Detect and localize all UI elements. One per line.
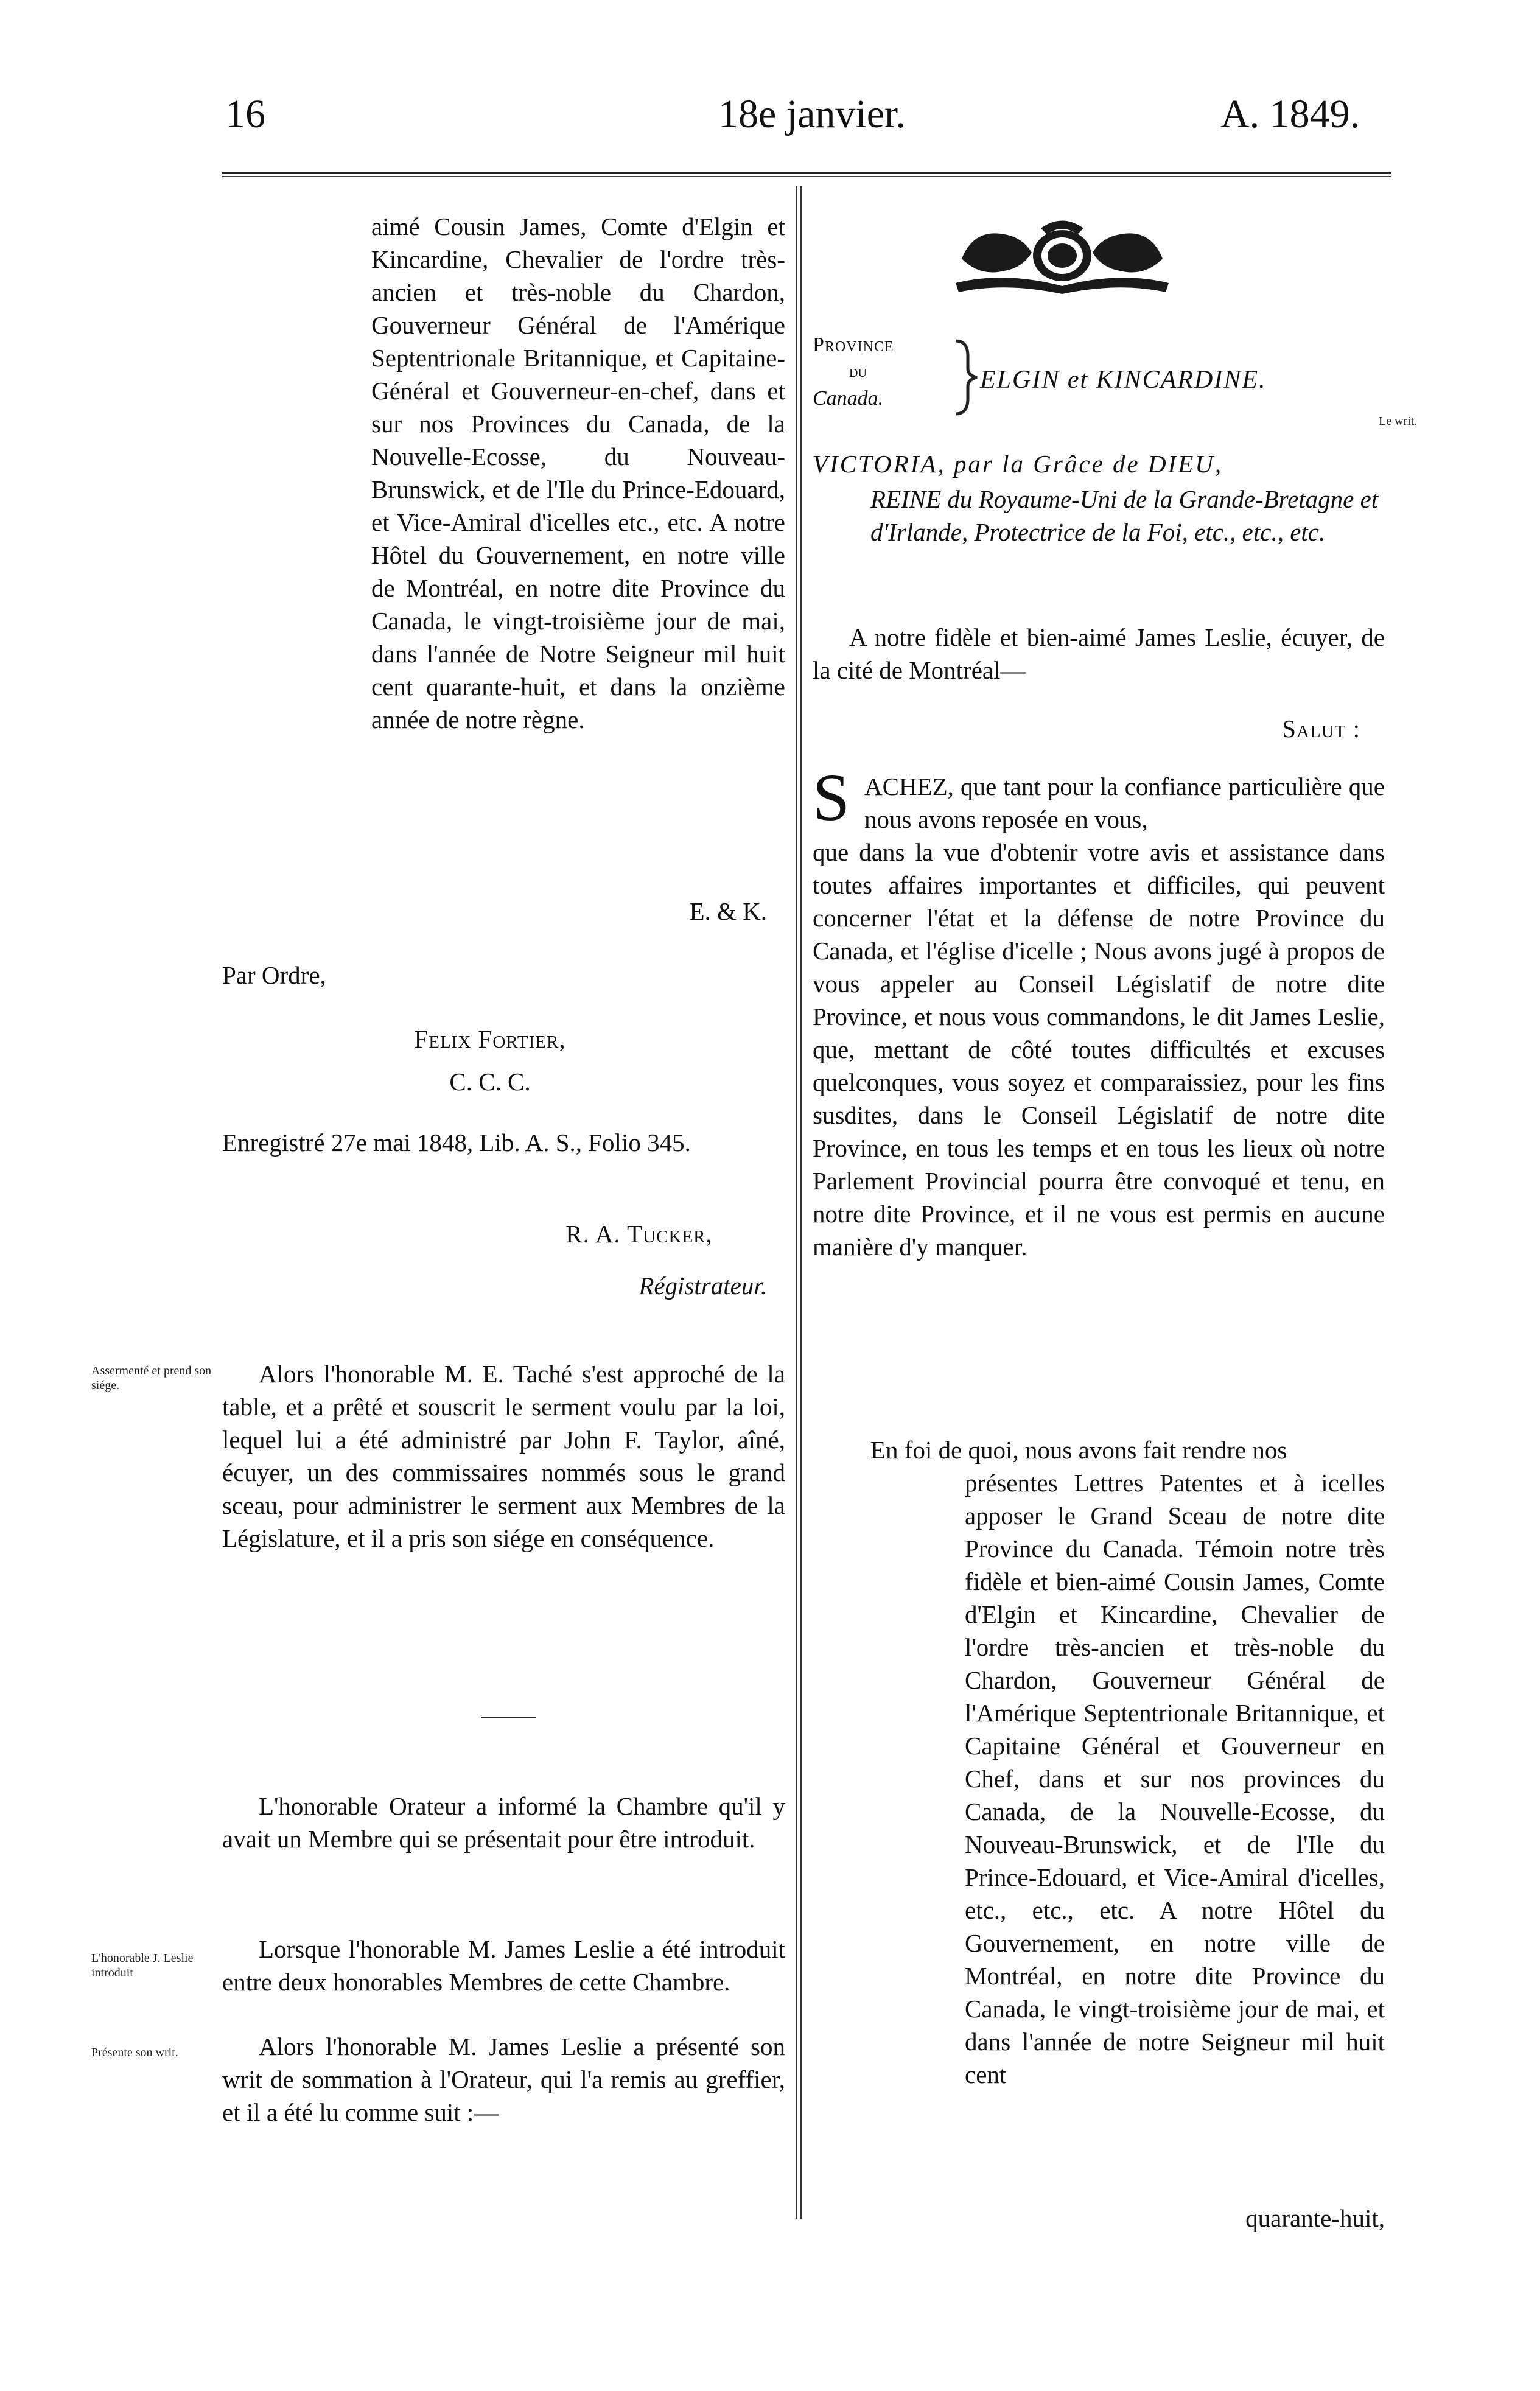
header-rule xyxy=(222,172,1391,177)
salutation: Salut : xyxy=(1282,715,1360,743)
speaker-paragraph: L'honorable Orateur a informé la Chambre qu'il y avait un Membre qui se présentait pour être introduit. xyxy=(222,1792,785,1853)
province-label xyxy=(813,332,953,412)
proclamation-conclusion: aimé Cousin James, Comte d'Elgin et Kincardine, Chevalier de l'ordre très-ancien et très-noble du Chardon, Gouverneur Général de l'Amérique Septentrionale Britannique, et Capitaine-Général et Gouverneur-en-chef, dans et sur nos Provinces du Canada, de la Nouvelle-Ecosse, du Nouveau-Brunswick, et de l'Ile du Prince-Edouard, et Vice-Amiral d'icelles etc., etc. A notre Hôtel du Gouvernement, en notre ville de Montréal, en notre dite Province du Canada, le vingt-troisième jour de mai, dans l'année de Notre Seigneur mil huit cent quarante-huit, et dans la onzième année de notre règne. xyxy=(371,212,785,733)
section-dash xyxy=(481,1717,536,1718)
registration-note: Enregistré 27e mai 1848, Lib. A. S., Folio 345. xyxy=(222,1129,691,1157)
signature-name: Felix Fortier, xyxy=(414,1025,566,1053)
initials: E. & K. xyxy=(689,897,767,925)
canada-word: Canada. xyxy=(813,387,884,410)
curly-brace-icon xyxy=(950,338,980,417)
header-date: 18e janvier. xyxy=(718,92,906,136)
attestation-last-line: quarante-huit, xyxy=(1245,2204,1385,2232)
attestation-first-line: En foi de quoi, nous avons fait rendre nos xyxy=(870,1436,1287,1464)
column-divider xyxy=(796,186,802,2219)
registrar-name: R. A. Tucker, xyxy=(565,1220,713,1248)
sworn-paragraph: Alors l'honorable M. E. Taché s'est approché de la table, et a prêté et souscrit le serment voulu par la loi, lequel lui a été administré par John F. Taylor, aîné, écuyer, un des commissaires nommés sous le grand sceau, pour administrer le serment aux Membres de la Législature, et il a pris son siége en conséquence. xyxy=(222,1360,785,1552)
margin-note-sworn: Assermenté et prend son siége. xyxy=(91,1364,212,1392)
writ-body: que dans la vue d'obtenir votre avis et assistance dans toutes affaires importantes et difficiles, qui peuvent concerner l'état et la défense de notre Province du Canada, et l'église d'icelle ; Nous avons jugé à propos de vous appeler au Conseil Législatif de notre dite Province, et nous vous commandons, le dit James Leslie, que, mettant de côté toutes difficultés et excuses quelconques, vous soyez et comparaissiez, pour les fins susdites, dans le Conseil Législatif de notre dite Province, en tous les temps et en tous les lieux où notre Parlement Provincial pourra être convoqué et tenu, en notre dite Province, et il ne vous est permis en aucune manière d'y manquer. xyxy=(813,838,1385,1261)
introduced-paragraph: Lorsque l'honorable M. James Leslie a été introduit entre deux honorables Membres de cette Chambre. xyxy=(222,1935,785,1996)
drop-cap: S xyxy=(813,760,850,835)
header-year: A. 1849. xyxy=(1220,92,1360,136)
addressee: A notre fidèle et bien-aimé James Leslie, écuyer, de la cité de Montréal— xyxy=(813,623,1385,684)
attestation-body: présentes Lettres Patentes et à icelles apposer le Grand Sceau de notre dite Province du Canada. Témoin notre très fidèle et bien-aimé Cousin James, Comte d'Elgin et Kincardine, Chevalier de l'ordre très-ancien et très-noble du Chardon, Gouverneur Général de l'Amérique Septentrionale Britannique, et Capitaine Général et Gouverneur en Chef, dans et sur nos provinces du Canada, de la Nouvelle-Ecosse, du Nouveau-Brunswick, et de l'Ile du Prince-Edouard, et Vice-Amiral d'icelles, etc., etc., etc. A notre Hôtel du Gouvernement, en notre ville de Montréal, en notre dite Province du Canada, le vingt-troisième jour de mai, et dans l'année de notre Seigneur mil huit cent xyxy=(965,1469,1385,2088)
page-header xyxy=(0,91,1540,158)
writ-paragraph: Alors l'honorable M. James Leslie a présenté son writ de sommation à l'Orateur, qui l'a remis au greffier, et il a été lu comme suit :— xyxy=(222,2032,785,2126)
elgin-kincardine: ELGIN et KINCARDINE. xyxy=(980,366,1267,394)
margin-note-writ-presented: Présente son writ. xyxy=(91,2046,178,2059)
province-word: Province xyxy=(813,334,894,356)
victoria-styles: REINE du Royaume-Uni de la Grande-Bretagne et d'Irlande, Protectrice de la Foi, etc., etc., etc. xyxy=(870,485,1379,546)
writ-body-first-line: ACHEZ, que tant pour la confiance particulière que nous avons reposée en vous, xyxy=(864,772,1385,833)
victoria-title: VICTORIA, par la Grâce de DIEU, xyxy=(813,450,1223,478)
margin-note-the-writ: Le writ. xyxy=(1379,415,1418,428)
margin-note-introduced: L'honorable J. Leslie introduit xyxy=(91,1952,194,1980)
du-word: du xyxy=(849,362,867,381)
signature-title: C. C. C. xyxy=(449,1068,531,1096)
par-ordre: Par Ordre, xyxy=(222,961,326,989)
page-number: 16 xyxy=(225,92,265,136)
registrar-title: Régistrateur. xyxy=(639,1272,767,1300)
royal-arms-seal-icon xyxy=(950,210,1175,295)
